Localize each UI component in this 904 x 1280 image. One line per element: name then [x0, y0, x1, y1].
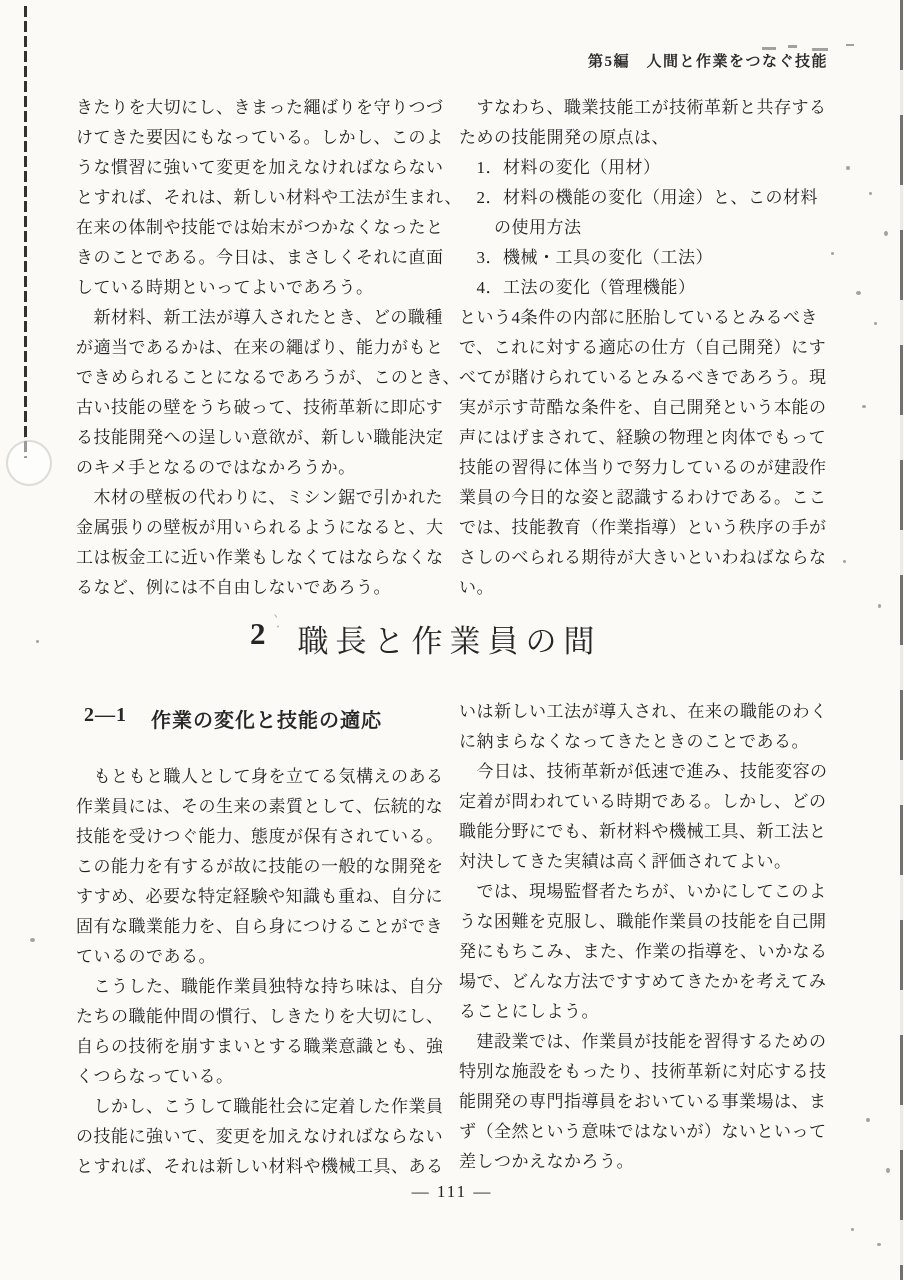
text-line: るなど、例には不自由しないであろう。: [76, 578, 391, 597]
scan-noise: [869, 192, 872, 195]
text-line: ているのである。: [76, 947, 216, 966]
subsection-number: 2—1: [84, 704, 127, 726]
text-line: 実が示す苛酷な条件を、自己開発という本能の: [459, 398, 827, 417]
text-line: できめられることになるであろうが、このとき、: [76, 368, 461, 387]
text-line: 定着が問われている時期である。しかし、どの: [459, 792, 827, 811]
text-line: 金属張りの壁板が用いられるようになると、大: [76, 518, 444, 537]
text-line: 3．機械・工具の変化（工法）: [459, 248, 713, 267]
text-line: とすれば、それは、新しい材料や工法が生まれ、: [76, 188, 463, 207]
text-line: している時期といってよいであろう。: [76, 278, 374, 297]
text-line: 在来の体制や技能では始末がつかなくなったと: [76, 218, 444, 237]
text-line: のキメ手となるのではなかろうか。: [76, 458, 356, 477]
text-line: 1．材料の変化（用材）: [459, 158, 661, 177]
text-line: すすめ、必要な特定経験や知識も重ね、自分に: [76, 887, 443, 906]
text-line: きたりを大切にし、きまった繩ばりを守りつづ: [76, 98, 444, 117]
text-line: 技能を受けつぐ能力、態度が保有されている。: [76, 827, 444, 846]
subsection-title: 作業の変化と技能の適応: [151, 710, 382, 732]
scan-noise: [762, 47, 776, 50]
text-line: べてが賭けられているとみるべきであろう。現: [459, 368, 827, 387]
text-line: くつらなっている。: [76, 1067, 234, 1086]
text-line: る技能開発への逞しい意欲が、新しい職能決定: [76, 428, 444, 447]
hole-punch-mark: [6, 440, 52, 486]
text-line: この能力を有するが故に技能の一般的な開発を: [76, 857, 444, 876]
text-line: 2．材料の機能の変化（用途）と、この材料: [459, 188, 818, 207]
scan-noise: [884, 231, 888, 236]
text-line: ず（全然という意味ではないが）ないといって: [459, 1122, 827, 1141]
scan-noise: [866, 1118, 870, 1122]
text-line: ることにしよう。: [459, 1002, 599, 1021]
text-line: 業員の今日的な姿と認識するわけである。ここ: [459, 488, 827, 507]
text-line: に納まらなくなってきたときのことである。: [459, 732, 809, 751]
text-line: うな慣習に強いて変更を加えなければならない: [76, 158, 444, 177]
running-header: 第5編 人間と作業をつなぐ技能: [588, 54, 829, 70]
text-line: 場で、どんな方法ですすめてきたかを考えてみ: [459, 972, 827, 991]
scan-noise: [36, 640, 39, 643]
section-title: 職長と作業員の間: [297, 624, 602, 659]
text-line: ための技能開発の原点は、: [459, 128, 669, 147]
text-line: 能開発の専門指導員をおいている事業場は、ま: [459, 1092, 827, 1111]
text-line: 固有な職業能力を、自ら身につけることができ: [76, 917, 444, 936]
scan-noise: [831, 252, 834, 255]
scan-noise: [846, 166, 850, 170]
text-line: 古い技能の壁をうち破って、技術革新に即応す: [76, 398, 444, 417]
scan-noise: [846, 44, 854, 46]
scan-noise: [862, 405, 866, 408]
text-line: 対決してきた実績は高く評価されてよい。: [459, 852, 792, 871]
scan-noise: [878, 604, 881, 608]
text-line: では、技能教育（作業指導）という秩序の手が: [459, 518, 827, 537]
text-line: とすれば、それは新しい材料や機械工具、ある: [76, 1157, 444, 1176]
column-bottom-left: [76, 762, 460, 1182]
scan-noise: [874, 322, 877, 325]
text-line: 声にはげまされて、経験の物理と肉体でもって: [459, 428, 827, 447]
text-line: 発にもちこみ、また、作業の指導を、いかなる: [459, 942, 828, 961]
text-line: うな困難を克服し、職能作業員の技能を自己開: [459, 912, 827, 931]
column-bottom-right: [459, 697, 853, 1177]
text-line: の使用方法: [459, 218, 582, 237]
text-line: では、現場監督者たちが、いかにしてこのよ: [459, 882, 827, 901]
text-line: 工は板金工に近い作業もしなくてはならなくな: [76, 548, 444, 567]
text-line: 今日は、技術革新が低速で進み、技能変容の: [459, 762, 828, 781]
text-line: こうした、職能作業員独特な持ち味は、自分: [76, 977, 444, 996]
text-line: 新材料、新工法が導入されたとき、どの職種: [76, 308, 443, 327]
section-heading: [250, 612, 602, 661]
text-line: い。: [459, 578, 494, 597]
text-line: もともと職人として身を立てる気構えのある: [76, 767, 444, 786]
scan-noise: [843, 560, 846, 563]
section-number: 2 ヽ゛: [250, 612, 280, 651]
text-line: いは新しい工法が導入され、在来の職能のわく: [459, 702, 828, 721]
text-line: 差しつかえなかろう。: [459, 1152, 634, 1171]
handwritten-annotation: ヽ゛: [271, 612, 280, 628]
text-line: 4．工法の変化（管理機能）: [459, 278, 696, 297]
page-number: — 111 —: [411, 1182, 493, 1201]
text-line: さしのべられる期待が大きいといわねばならな: [459, 548, 827, 567]
text-line: けてきた要因にもなっている。しかし、このよ: [76, 128, 444, 147]
text-line: 特別な施設をもったり、技術革新に対応する技: [459, 1062, 827, 1081]
text-line: という4条件の内部に胚胎しているとみるべき: [459, 308, 818, 327]
scan-noise: [30, 938, 35, 942]
scan-edge-line-right: [900, 0, 903, 1280]
text-line: すなわち、職業技能工が技術革新と共存する: [459, 98, 827, 117]
text-line: 木材の壁板の代わりに、ミシン鋸で引かれた: [76, 488, 444, 507]
text-line: 作業員には、その生来の素質として、伝統的な: [76, 797, 444, 816]
text-line: たちの職能仲間の慣行、しきたりを大切にし、: [76, 1007, 444, 1026]
column-top-left: [76, 93, 463, 603]
text-line: 職能分野にでも、新材料や機械工具、新工法と: [459, 822, 827, 841]
scan-noise: [812, 48, 828, 51]
scan-noise: [856, 291, 861, 295]
scan-noise: [877, 1243, 881, 1246]
text-line: 自らの技術を崩すまいとする職業意識とも、強: [76, 1037, 444, 1056]
text-line: 建設業では、作業員が技能を習得するための: [459, 1032, 827, 1051]
text-line: しかし、こうして職能社会に定着した作業員: [76, 1097, 444, 1116]
scan-noise: [851, 1228, 854, 1231]
text-line: で、これに対する適応の仕方（自己開発）にす: [459, 338, 827, 357]
text-line: が適当であるかは、在来の繩ばり、能力がもと: [76, 338, 444, 357]
text-line: の技能に強いて、変更を加えなければならない: [76, 1127, 444, 1146]
subsection-heading: [84, 704, 382, 733]
text-line: 技能の習得に体当りで努力しているのが建設作: [459, 458, 827, 477]
column-top-right: [459, 93, 853, 603]
scan-noise: [886, 1168, 890, 1173]
scan-noise: [788, 45, 797, 48]
scan-edge-line-left: [24, 6, 27, 458]
text-line: きのことである。今日は、まさしくそれに直面: [76, 248, 444, 267]
